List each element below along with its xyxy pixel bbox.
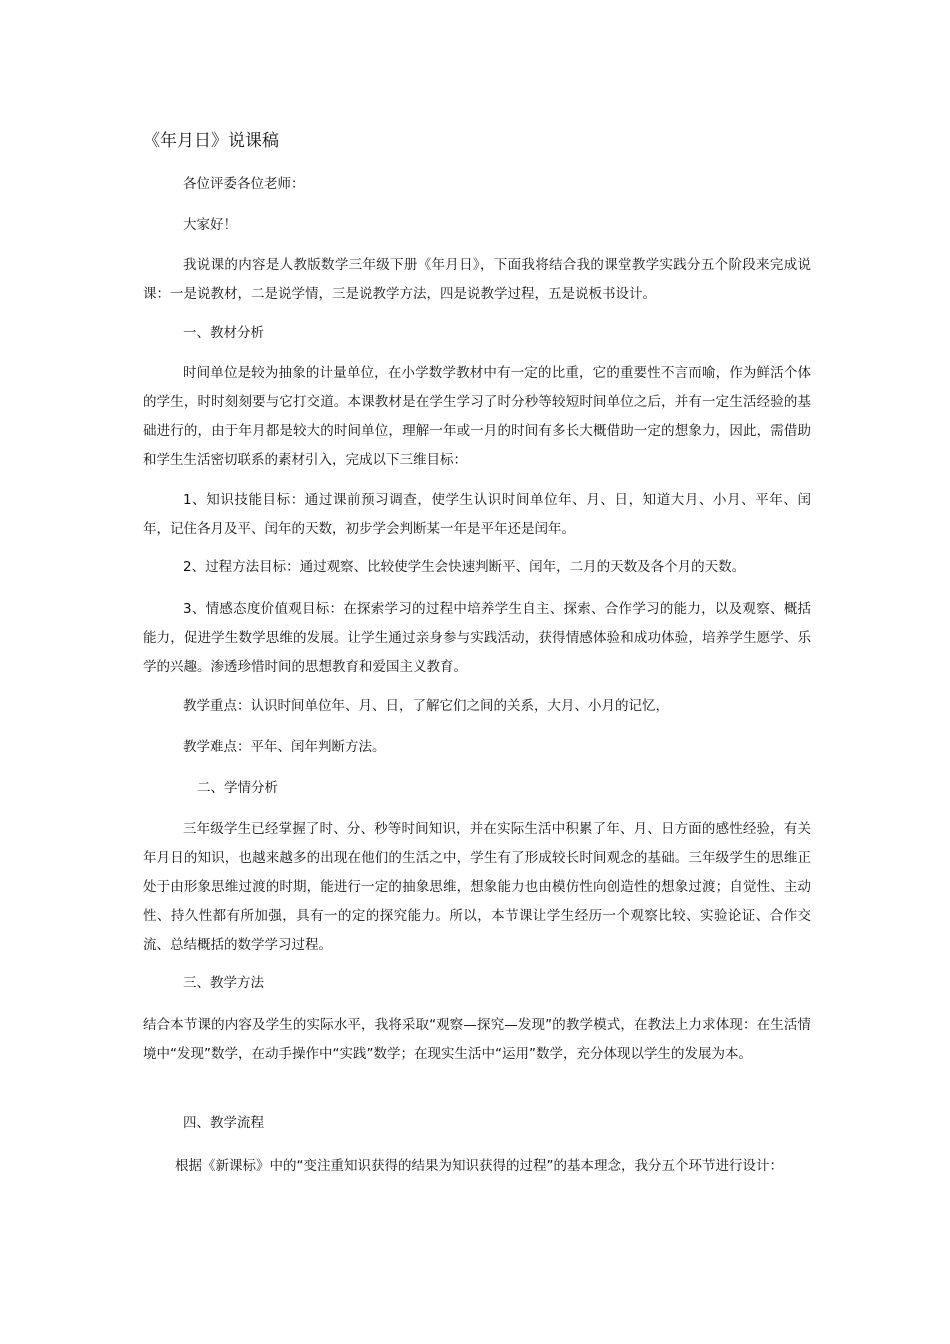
intro-paragraph: 我说课的内容是人教版数学三年级下册《年月日》，下面我将结合我的课堂教学实践分五个阶段来完成说课：一是说教材，二是说学情，三是说教学方法，四是说教学过程，五是说板书设计。 [143, 257, 811, 302]
goal-process-paragraph: 2、过程方法目标：通过观察、比较使学生会快速判断平、闰年，二月的天数及各个月的天数。 [183, 559, 746, 575]
greeting-paragraph: 各位评委各位老师： [183, 176, 305, 192]
section-heading-methods: 三、教学方法 [183, 975, 264, 991]
section-heading-students: 二、学情分析 [197, 780, 278, 796]
goal-emotion-paragraph: 3、情感态度价值观目标：在探索学习的过程中培养学生自主、探索、合作学习的能力，以及观察、概括能力，促进学生数学思维的发展。让学生通过亲身参与实践活动，获得情感体验和成功体验，培养学生愿学、乐学的兴趣。渗透珍惜时间的思想教育和爱国主义教育。 [143, 601, 811, 675]
goal-knowledge-paragraph: 1、知识技能目标：通过课前预习调查，使学生认识时间单位年、月、日，知道大月、小月、平年、闰年，记住各月及平、闰年的天数，初步学会判断某一年是平年还是闰年。 [143, 492, 811, 537]
document-title: 《年月日》说课稿 [143, 131, 279, 151]
teaching-focus-paragraph: 教学重点：认识时间单位年、月、日，了解它们之间的关系，大月、小月的记忆， [183, 698, 669, 714]
textbook-analysis-paragraph: 时间单位是较为抽象的计量单位，在小学数学教材中有一定的比重，它的重要性不言而喻，作为鲜活个体的学生，时时刻刻要与它打交道。本课教材是在学生学习了时分秒等较短时间单位之后，并有一定生活经验的基础进行的，由于年月都是较大的时间单位，理解一年或一月的时间有多长大概借助一定的想象力，因此，需借助和学生生活密切联系的素材引入，完成以下三维目标： [143, 365, 811, 468]
methods-paragraph: 结合本节课的内容及学生的实际水平，我将采取“观察—探究—发现”的教学模式，在教法上力求体现：在生活情境中“发现”数学，在动手操作中“实践”数学；在现实生活中“运用”数学，充分体现以学生的发展为本。 [143, 1017, 811, 1062]
process-paragraph: 根据《新课标》中的“变注重知识获得的结果为知识获得的过程”的基本理念，我分五个环节进行设计： [175, 1158, 783, 1174]
section-heading-process: 四、教学流程 [183, 1115, 264, 1131]
salutation-paragraph: 大家好！ [183, 217, 237, 233]
student-analysis-paragraph: 三年级学生已经掌握了时、分、秒等时间知识，并在实际生活中积累了年、月、日方面的感性经验，有关年月日的知识，也越来越多的出现在他们的生活之中，学生有了形成较长时间观念的基础。三年级学生的思维正处于由形象思维过渡的时期，能进行一定的抽象思维，想象能力也由模仿性向创造性的想象过渡；自觉性、主动性、持久性都有所加强，具有一的定的探究能力。所以，本节课让学生经历一个观察比较、实验论证、合作交流、总结概括的数学学习过程。 [143, 821, 811, 953]
teaching-difficulty-paragraph: 教学难点：平年、闰年判断方法。 [183, 739, 386, 755]
section-heading-textbook: 一、教材分析 [183, 325, 264, 341]
